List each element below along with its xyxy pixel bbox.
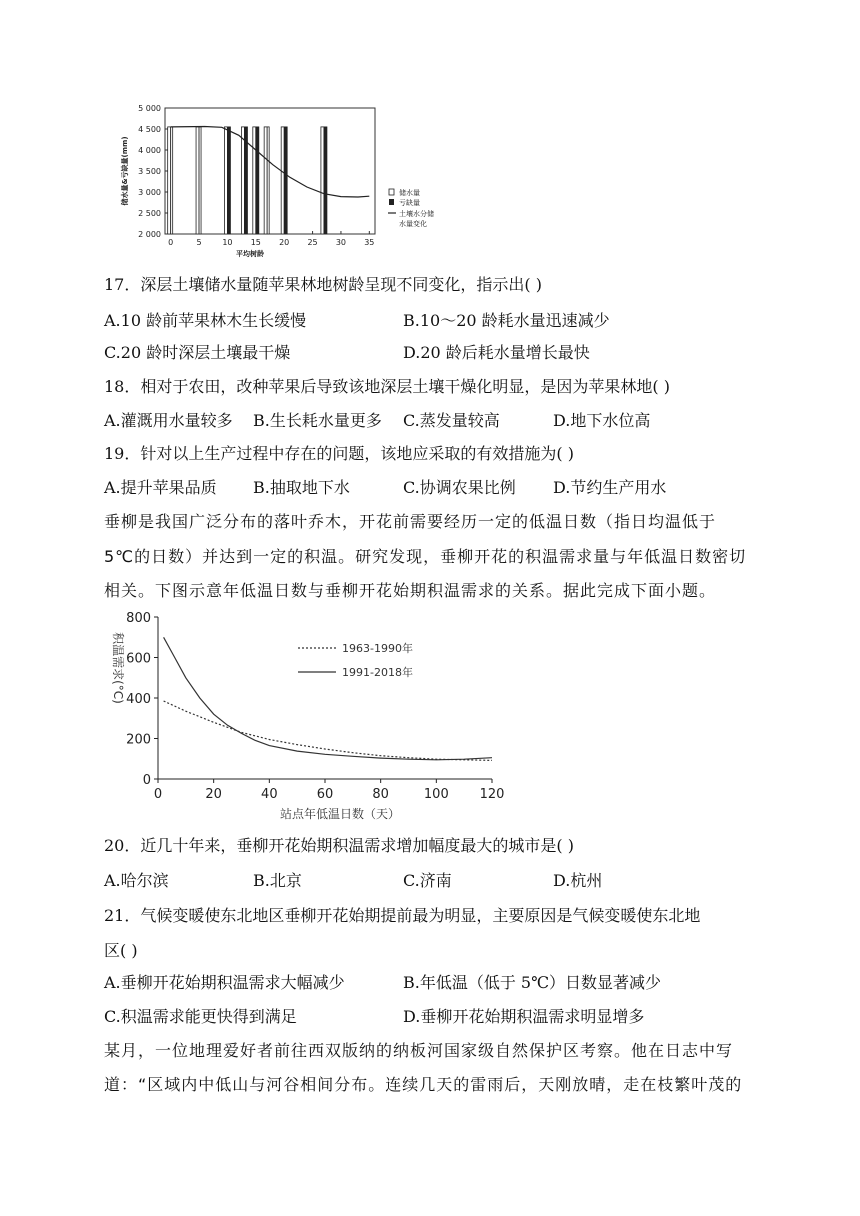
chart1-storage-bar	[196, 127, 199, 234]
chart1-legend-storage-swatch	[389, 189, 394, 195]
chart1-storage-bar	[267, 127, 269, 234]
chart1-ytick-label: 3 000	[138, 188, 161, 197]
question-21-stem-line-2: 区( )	[104, 941, 138, 960]
chart2-series-1991-2018-line	[164, 637, 492, 760]
chart1-deficit-bar	[256, 127, 259, 234]
question-17-option-b: B.10～20 龄耗水量迅速减少	[403, 311, 610, 330]
chart2-ytick-label: 200	[126, 732, 151, 748]
chart1-xtick-label: 5	[196, 238, 202, 247]
chart2-ytick-label: 800	[126, 611, 151, 626]
chart2-xtick-label: 40	[261, 787, 278, 802]
question-17-option-a: A.10 龄前苹果林木生长缓慢	[104, 311, 307, 330]
chart2-xtick-label: 0	[153, 787, 163, 802]
chart1-deficit-bar	[227, 127, 230, 234]
chart2-xtick-label: 60	[316, 787, 334, 802]
chart2-ytick-label: 400	[126, 692, 151, 707]
chart1-xtick-label: 10	[222, 238, 233, 247]
passage-2-line-2: 道：“区域内中低山与河谷相间分布。连续几天的雷雨后，天刚放晴，走在枝繁叶茂的	[104, 1075, 743, 1094]
chart1-xtick-label: 0	[168, 238, 174, 247]
chart1-deficit-bar	[284, 127, 287, 234]
chart2-legend-1963-1990-label: 1963-1990年	[342, 642, 413, 655]
question-20-option-a: A.哈尔滨	[104, 871, 169, 890]
question-18-option-b: B.生长耗水量更多	[253, 411, 382, 430]
chart1-legend-curve-label-2: 水量变化	[399, 220, 427, 228]
question-17-option-c: C.20 龄时深层土壤最干燥	[104, 343, 291, 362]
chart2-xtick-label: 80	[372, 787, 389, 802]
question-19-option-a: A.提升苹果品质	[104, 478, 217, 497]
chart1-ylabel: 储水量&亏缺量(mm)	[121, 136, 129, 206]
chart1-storage-bar	[224, 127, 227, 234]
passage-1-line-1: 垂柳是我国广泛分布的落叶乔木，开花前需要经历一定的低温日数（指日均温低于	[104, 512, 717, 531]
chart1-xtick-label: 20	[279, 238, 290, 247]
chart1-deficit-bar	[324, 127, 327, 234]
chart2-ylabel: 积温需求(°C)	[111, 632, 125, 704]
chart1-legend-storage-label: 储水量	[399, 189, 420, 197]
chart2-xtick-label: 100	[423, 787, 449, 802]
question-17-stem: 17．深层土壤储水量随苹果林地树龄呈现不同变化，指示出( )	[104, 275, 542, 294]
chart1-storage-bar	[321, 127, 324, 234]
chart1-xtick-label: 15	[250, 238, 261, 247]
chart2-xtick-label: 20	[205, 787, 222, 802]
chart1-storage-bar	[281, 127, 284, 234]
question-21-option-a: A.垂柳开花始期积温需求大幅减少	[104, 973, 345, 992]
chart1-legend-curve-label-1: 土壤水分储	[399, 210, 434, 218]
question-21-option-d: D.垂柳开花始期积温需求明显增多	[403, 1007, 645, 1026]
passage-1-line-2: 5℃的日数）并达到一定的积温。研究发现，垂柳开花的积温需求量与年低温日数密切	[104, 547, 747, 566]
question-17-option-d: D.20 龄后耗水量增长最快	[403, 343, 590, 362]
question-19-stem: 19．针对以上生产过程中存在的问题，该地应采取的有效措施为( )	[104, 444, 574, 463]
question-20-option-c: C.济南	[403, 871, 452, 890]
chart1-xtick-label: 35	[364, 238, 375, 247]
chart1-storage-bar	[168, 127, 171, 234]
question-20-stem: 20．近几十年来，垂柳开花始期积温需求增加幅度最大的城市是( )	[104, 836, 574, 855]
question-20-option-b: B.北京	[253, 871, 302, 890]
soil-water-chart	[100, 100, 480, 265]
question-18-stem: 18．相对于农田，改种苹果后导致该地深层土壤干燥化明显，是因为苹果林地( )	[104, 377, 670, 396]
chart1-xtick-label: 30	[335, 238, 347, 247]
chart1-ytick-label: 2 000	[138, 230, 161, 239]
chart1-storage-bar	[171, 127, 173, 234]
chart1-xlabel: 平均树龄	[236, 250, 264, 258]
passage-2-line-1: 某月，一位地理爱好者前往西双版纳的纳板河国家级自然保护区考察。他在日志中写	[104, 1041, 734, 1060]
chart2-ytick-label: 0	[142, 773, 151, 788]
chart1-ytick-label: 3 500	[138, 167, 161, 176]
question-18-option-c: C.蒸发量较高	[403, 411, 500, 430]
passage-1-line-3: 相关。下图示意年低温日数与垂柳开花始期积温需求的关系。据此完成下面小题。	[104, 581, 717, 600]
question-19-option-b: B.抽取地下水	[253, 478, 350, 497]
chart1-storage-bar	[199, 127, 201, 234]
chart1-storage-bar	[241, 127, 244, 234]
question-20-option-d: D.杭州	[553, 871, 603, 890]
question-18-option-a: A.灌溉用水量较多	[104, 411, 233, 430]
chart1-ytick-label: 4 000	[138, 146, 161, 155]
chart1-storage-bar	[253, 127, 256, 234]
heat-requirement-chart	[100, 605, 520, 825]
chart1-ytick-label: 2 500	[138, 209, 161, 218]
chart1-ytick-label: 4 500	[138, 125, 161, 134]
chart1-legend-deficit-swatch	[389, 199, 394, 205]
chart2-xtick-label: 120	[479, 787, 505, 802]
question-21-option-b: B.年低温（低于 5℃）日数显著减少	[403, 973, 662, 992]
chart1-storage-bar	[264, 127, 267, 234]
chart2-ytick-label: 600	[126, 651, 151, 667]
question-19-option-d: D.节约生产用水	[553, 478, 667, 497]
question-21-stem-line-1: 21．气候变暖使东北地区垂柳开花始期提前最为明显，主要原因是气候变暖使东北地	[104, 906, 701, 925]
chart1-legend-deficit-label: 亏缺量	[399, 199, 420, 207]
chart1-xtick-label: 25	[307, 238, 318, 247]
chart2-series-1963-1990-line	[164, 701, 492, 760]
chart2-xlabel: 站点年低温日数（天）	[279, 807, 401, 821]
chart2-legend-1991-2018-label: 1991-2018年	[342, 666, 413, 679]
question-19-option-c: C.协调农果比例	[403, 478, 516, 497]
chart1-ytick-label: 5 000	[138, 104, 161, 113]
question-21-option-c: C.积温需求能更快得到满足	[104, 1007, 297, 1026]
question-18-option-d: D.地下水位高	[553, 411, 651, 430]
